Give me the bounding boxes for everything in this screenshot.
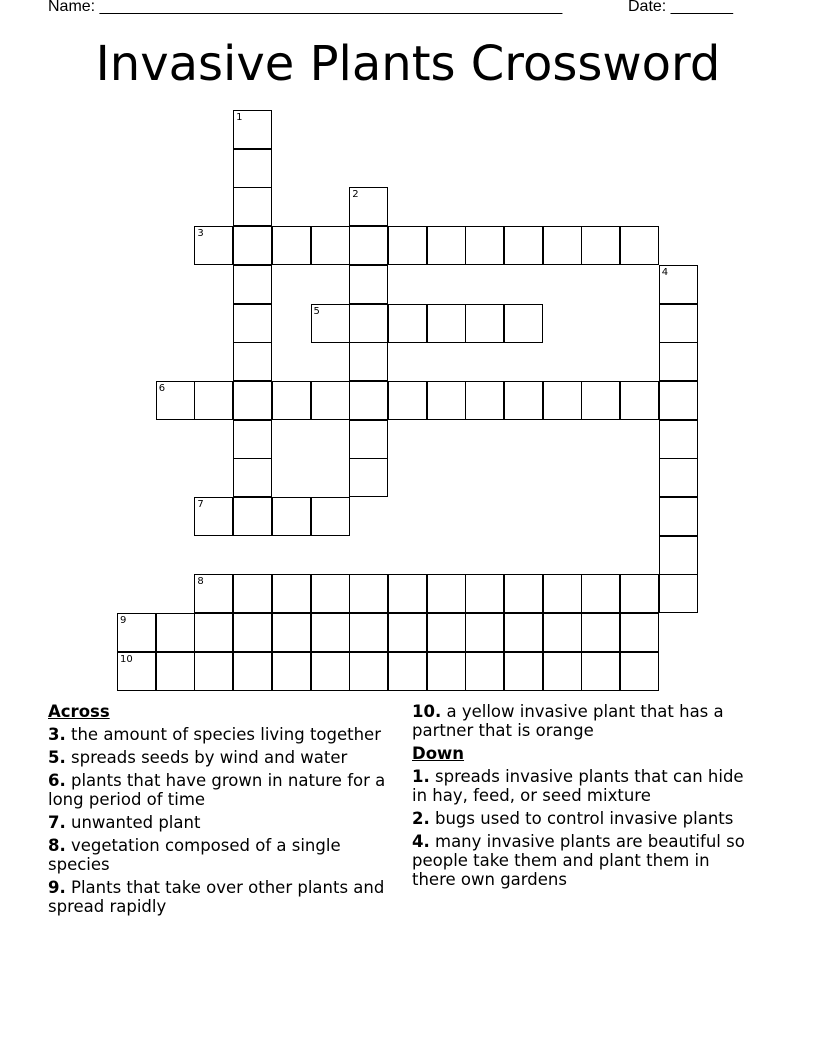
clue-across-7: 7. unwanted plant <box>48 813 201 832</box>
grid-cell[interactable] <box>659 342 698 381</box>
grid-cell[interactable] <box>427 304 466 343</box>
grid-cell[interactable] <box>349 458 388 497</box>
clue-across-6: 6. plants that have grown in nature for a long period of time <box>48 771 386 809</box>
grid-cell[interactable] <box>659 536 698 575</box>
grid-cell[interactable] <box>465 613 504 652</box>
grid-cell[interactable] <box>581 613 620 652</box>
grid-cell[interactable] <box>349 574 388 613</box>
clue-across-3: 3. the amount of species living together <box>48 725 381 744</box>
grid-cell[interactable] <box>233 304 272 343</box>
grid-cell[interactable] <box>311 497 350 536</box>
grid-cell[interactable] <box>272 613 311 652</box>
grid-cell[interactable] <box>620 652 659 691</box>
grid-cell[interactable] <box>659 497 698 536</box>
grid-cell[interactable] <box>388 652 427 691</box>
clue-number: 9 <box>120 615 127 627</box>
grid-cell[interactable] <box>311 381 350 420</box>
clue-number: 10 <box>120 653 133 665</box>
grid-cell[interactable] <box>349 652 388 691</box>
grid-cell[interactable] <box>233 342 272 381</box>
grid-cell-6[interactable] <box>156 381 195 420</box>
grid-cell[interactable] <box>272 652 311 691</box>
grid-cell[interactable] <box>581 226 620 265</box>
grid-cell-9[interactable] <box>117 613 156 652</box>
grid-cell[interactable] <box>504 381 543 420</box>
grid-cell[interactable] <box>504 613 543 652</box>
grid-cell[interactable] <box>504 574 543 613</box>
clue-number: 3 <box>197 228 204 240</box>
grid-cell-10[interactable] <box>117 652 156 691</box>
grid-cell[interactable] <box>349 342 388 381</box>
grid-cell[interactable] <box>504 226 543 265</box>
grid-cell[interactable] <box>659 574 698 613</box>
grid-cell[interactable] <box>156 652 195 691</box>
grid-cell[interactable] <box>659 458 698 497</box>
grid-cell[interactable] <box>427 381 466 420</box>
grid-cell[interactable] <box>233 613 272 652</box>
grid-cell[interactable] <box>427 652 466 691</box>
grid-cell[interactable] <box>504 652 543 691</box>
grid-cell-7[interactable] <box>194 497 233 536</box>
grid-cell-4[interactable] <box>659 265 698 304</box>
grid-cell[interactable] <box>581 652 620 691</box>
grid-cell[interactable] <box>349 226 388 265</box>
grid-cell[interactable] <box>504 304 543 343</box>
grid-cell-3[interactable] <box>194 226 233 265</box>
grid-cell[interactable] <box>233 458 272 497</box>
grid-cell[interactable] <box>272 381 311 420</box>
grid-cell[interactable] <box>465 304 504 343</box>
grid-cell[interactable] <box>543 613 582 652</box>
grid-cell[interactable] <box>194 381 233 420</box>
grid-cell[interactable] <box>349 381 388 420</box>
clue-number: 4 <box>661 266 669 278</box>
grid-cell[interactable] <box>349 304 388 343</box>
clue-number: 5 <box>313 305 320 317</box>
grid-cell[interactable] <box>388 613 427 652</box>
grid-cell[interactable] <box>349 613 388 652</box>
grid-cell[interactable] <box>620 226 659 265</box>
grid-cell[interactable] <box>620 574 659 613</box>
grid-cell[interactable] <box>581 381 620 420</box>
grid-cell-8[interactable] <box>194 574 233 613</box>
grid-cell[interactable] <box>194 613 233 652</box>
grid-cell[interactable] <box>311 613 350 652</box>
clue-number: 1 <box>236 112 243 123</box>
grid-cell[interactable] <box>349 265 388 304</box>
grid-cell[interactable] <box>465 652 504 691</box>
grid-cell[interactable] <box>388 574 427 613</box>
grid-cell[interactable] <box>233 226 272 265</box>
clue-down-1: 1. spreads invasive plants that can hide in hay, feed, or seed mixture <box>412 767 744 805</box>
grid-cell[interactable] <box>388 226 427 265</box>
clue-across-8: 8. vegetation composed of a single species <box>48 836 341 874</box>
grid-cell[interactable] <box>233 497 272 536</box>
clue-number: 6 <box>158 382 166 394</box>
grid-cell[interactable] <box>659 381 698 420</box>
grid-cell[interactable] <box>311 226 350 265</box>
clue-across-5: 5. spreads seeds by wind and water <box>48 748 348 767</box>
across-heading: Across <box>48 702 110 721</box>
grid-cell[interactable] <box>349 420 388 459</box>
clue-across-10: 10. a yellow invasive plant that has a partner that is orange <box>412 702 724 740</box>
grid-cell[interactable] <box>465 574 504 613</box>
grid-cell[interactable] <box>272 226 311 265</box>
clues-left-column <box>48 702 388 920</box>
grid-cell[interactable] <box>272 497 311 536</box>
grid-cell[interactable] <box>388 304 427 343</box>
grid-cell[interactable] <box>659 420 698 459</box>
grid-cell[interactable] <box>581 574 620 613</box>
clue-across-9: 9. Plants that take over other plants and spread rapidly <box>48 878 385 916</box>
grid-cell[interactable] <box>233 187 272 226</box>
grid-cell[interactable] <box>311 574 350 613</box>
page-title: Invasive Plants Crossword <box>95 36 721 92</box>
name-label[interactable]: Name: ____________________________________________________ <box>48 0 563 15</box>
grid-cell[interactable] <box>233 574 272 613</box>
clue-number: 8 <box>197 576 204 588</box>
grid-cell-2[interactable] <box>349 187 388 226</box>
grid-cell[interactable] <box>233 420 272 459</box>
down-heading: Down <box>412 744 465 763</box>
grid-cell[interactable] <box>233 652 272 691</box>
grid-cell[interactable] <box>427 226 466 265</box>
grid-cell[interactable] <box>156 613 195 652</box>
grid-cell[interactable] <box>233 381 272 420</box>
grid-cell[interactable] <box>427 574 466 613</box>
grid-cell[interactable] <box>543 574 582 613</box>
grid-cell[interactable] <box>272 574 311 613</box>
grid-cell[interactable] <box>194 652 233 691</box>
clue-number: 2 <box>352 189 359 201</box>
grid-cell-5[interactable] <box>311 304 350 343</box>
clues-right-column <box>412 702 752 893</box>
grid-cell[interactable] <box>465 226 504 265</box>
grid-cell[interactable] <box>311 652 350 691</box>
grid-cell[interactable] <box>233 265 272 304</box>
date-label[interactable]: Date: _______ <box>628 0 733 15</box>
grid-cell[interactable] <box>659 304 698 343</box>
grid-cell[interactable] <box>543 652 582 691</box>
grid-cell[interactable] <box>543 226 582 265</box>
grid-cell[interactable] <box>427 613 466 652</box>
grid-cell[interactable] <box>233 149 272 188</box>
grid-cell[interactable] <box>620 613 659 652</box>
clue-down-2: 2. bugs used to control invasive plants <box>412 809 734 828</box>
clue-down-4: 4. many invasive plants are beautiful so people take them and plant them in there own gardens <box>412 832 745 889</box>
grid-cell[interactable] <box>620 381 659 420</box>
grid-cell[interactable] <box>543 381 582 420</box>
grid-cell[interactable] <box>388 381 427 420</box>
grid-cell-1[interactable] <box>233 110 272 149</box>
grid-cell[interactable] <box>465 381 504 420</box>
clue-number: 7 <box>197 499 204 510</box>
